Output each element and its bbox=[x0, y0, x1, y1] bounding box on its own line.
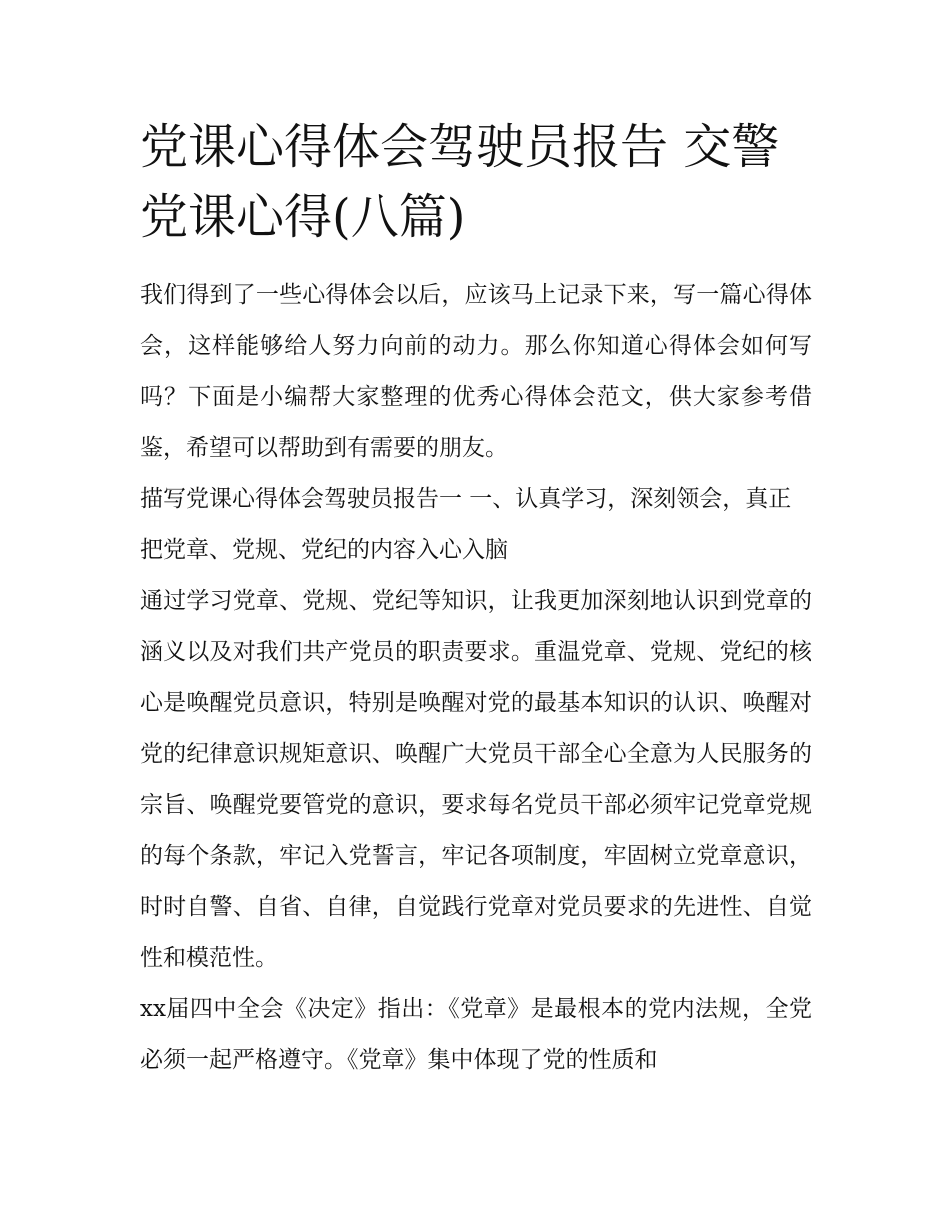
intro-paragraph: 我们得到了一些心得体会以后，应该马上记录下来，写一篇心得体会，这样能够给人努力向前的动力。那么你知道心得体会如何写吗？下面是小编帮大家整理的优秀心得体会范文，供大家参考借鉴，希望可以帮助到有需要的朋友。 bbox=[140, 282, 812, 461]
document-title: 党课心得体会驾驶员报告 交警党课心得(八篇) bbox=[140, 119, 780, 245]
body-paragraph-continued: xx届四中全会《决定》指出：《党章》是最根本的党内法规，全党必须一起严格遵守。《党章》集中体现了党的性质和 bbox=[140, 996, 812, 1073]
section-heading-paragraph: 描写党课心得体会驾驶员报告一 一、认真学习，深刻领会，真正把党章、党规、党纪的内容入心入脑 bbox=[140, 486, 792, 563]
body-paragraph: 通过学习党章、党规、党纪等知识，让我更加深刻地认识到党章的涵义以及对我们共产党员的职责要求。重温党章、党规、党纪的核心是唤醒党员意识，特别是唤醒对党的最基本知识的认识、唤醒对党的纪律意识规矩意识、唤醒广大党员干部全心全意为人民服务的宗旨、唤醒党要管党的意识，要求每名党员干部必须牢记党章党规的每个条款，牢记入党誓言，牢记各项制度，牢固树立党章意识，时时自警、自省、自律，自觉践行党章对党员要求的先进性、自觉性和模范性。 bbox=[140, 588, 812, 971]
document-page bbox=[140, 112, 812, 1086]
